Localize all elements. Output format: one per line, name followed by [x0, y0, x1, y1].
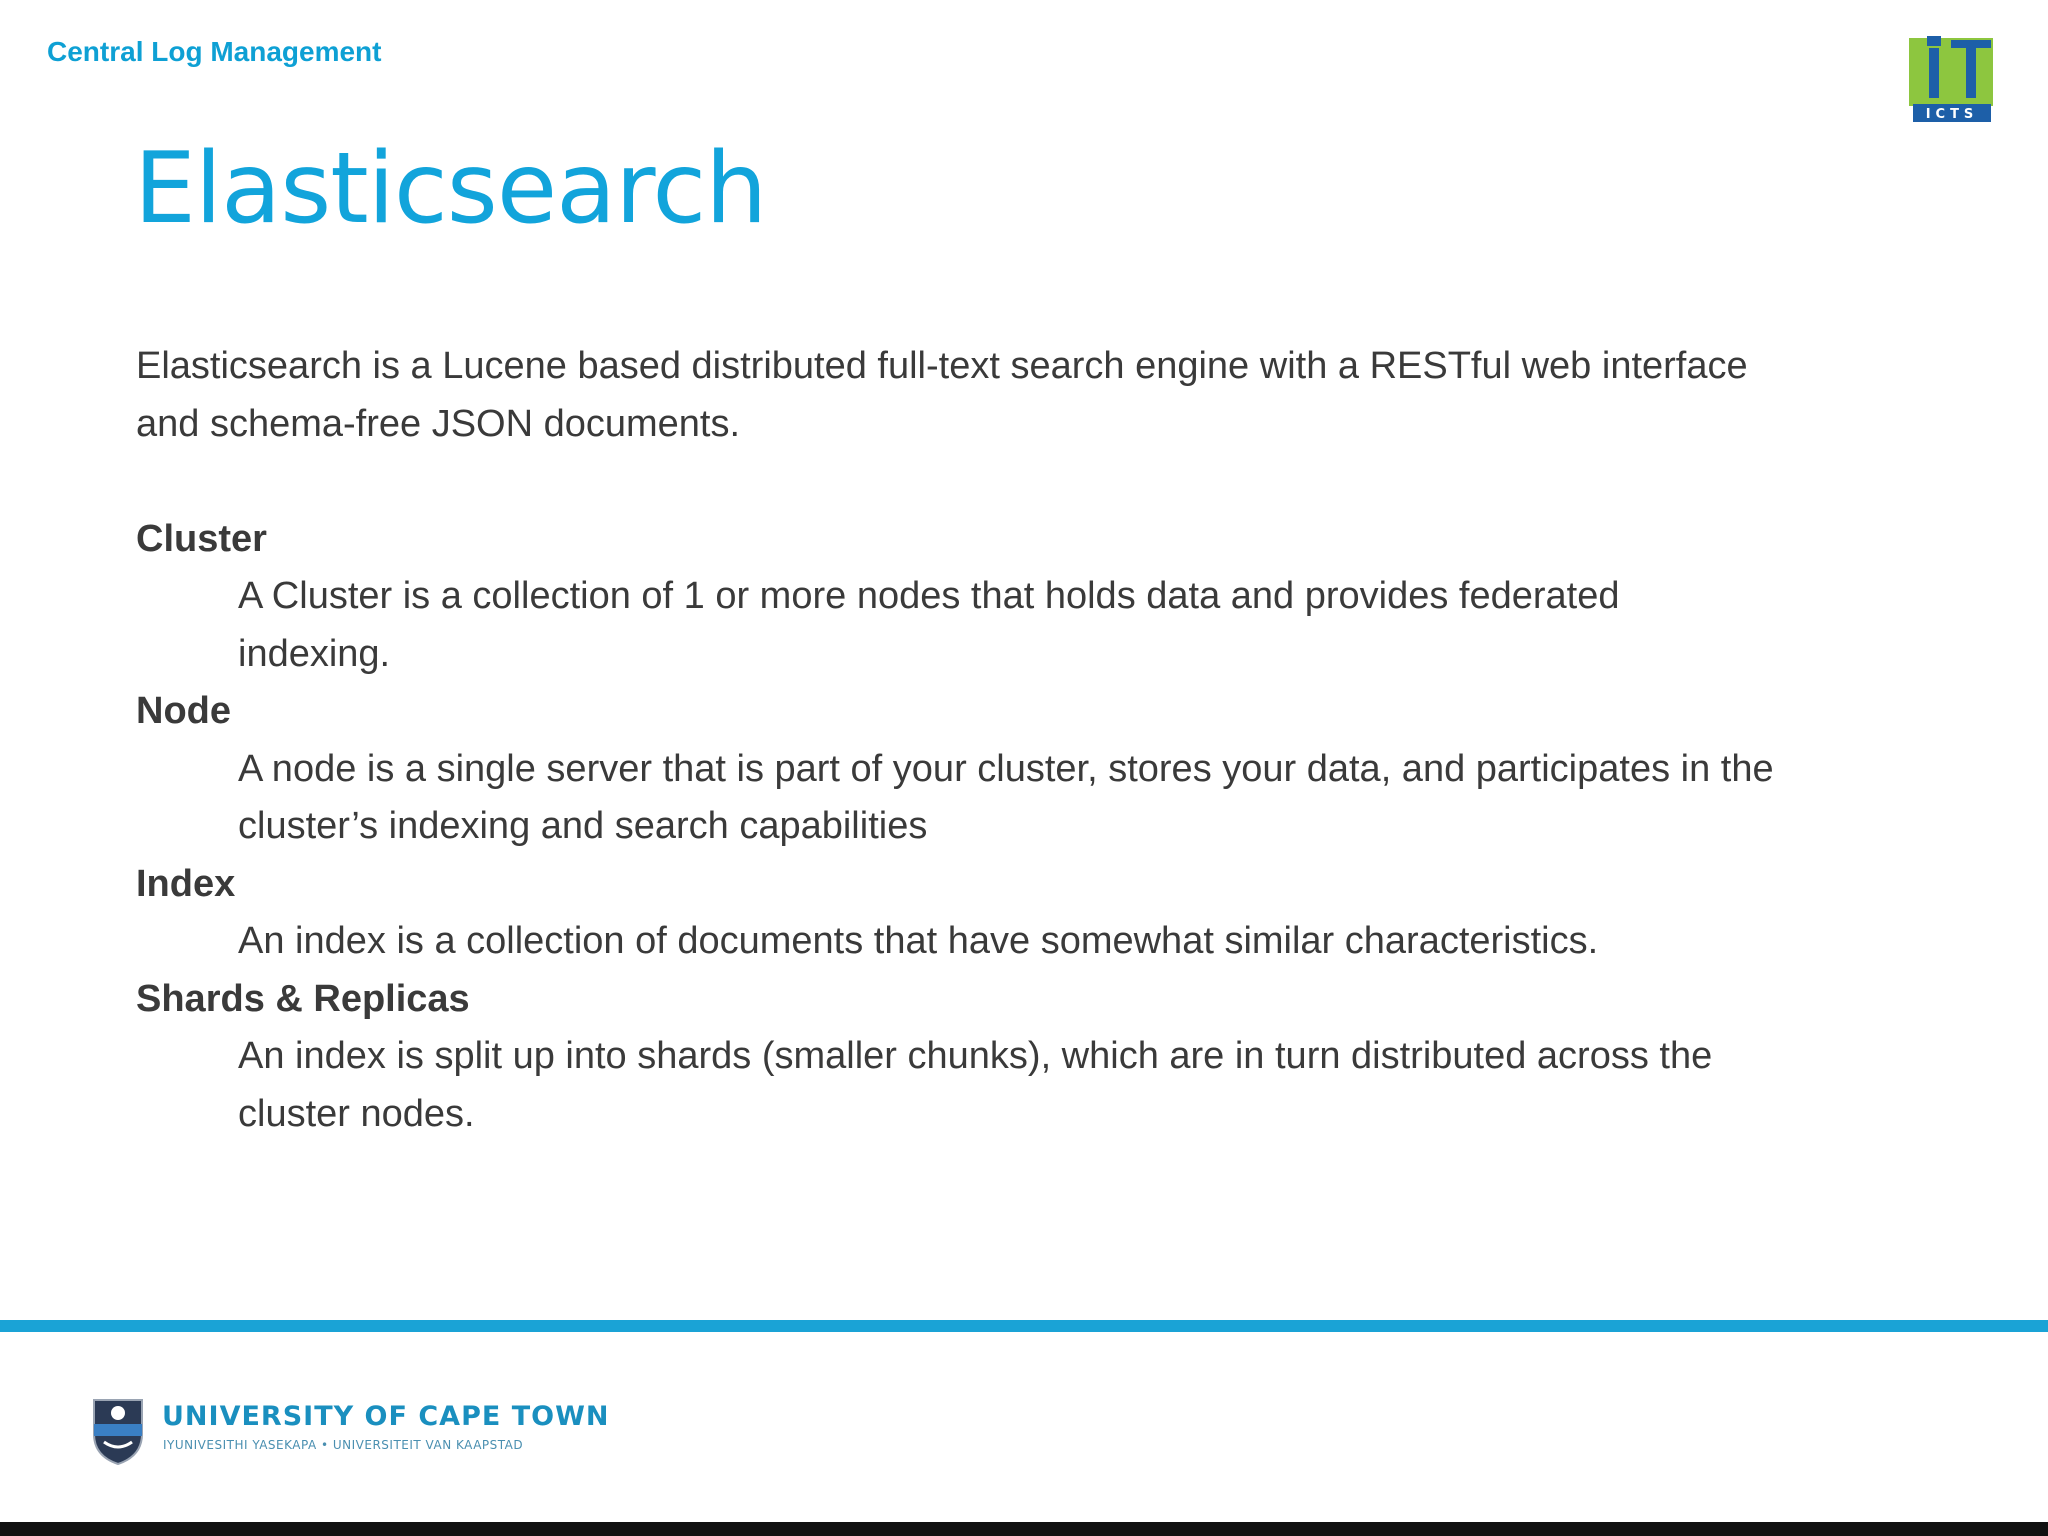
term-node: Node [136, 690, 231, 732]
slide-body [136, 338, 1776, 1143]
logo-green-block [1909, 38, 1993, 106]
logo-t-stem [1966, 48, 1976, 98]
logo-t-bar [1951, 40, 1991, 48]
presentation-title: Central Log Management [47, 36, 382, 67]
term-shards-replicas: Shards & Replicas [136, 977, 470, 1020]
definition-shards-replicas: An index is split up into shards (smaller chunks), which are in turn distributed across the cluster nodes. [238, 1035, 1713, 1135]
term-index: Index [136, 862, 236, 905]
bottom-bar [0, 1522, 2048, 1536]
uct-crest-icon [90, 1394, 146, 1466]
logo-i-stem [1929, 48, 1939, 98]
logo-i-dot [1927, 36, 1941, 46]
logo-text: ICTS [1925, 107, 1979, 122]
icts-logo-icon [1905, 30, 1997, 126]
intro-paragraph: Elasticsearch is a Lucene based distributed full-text search engine with a RESTful web interface and schema-free JSON documents. [136, 345, 1748, 445]
university-name: UNIVERSITY OF CAPE TOWN [162, 1401, 610, 1432]
definition-node: A node is a single server that is part of your cluster, stores your data, and participates in the cluster’s indexing and search capabilities [238, 747, 1774, 847]
definition-index: An index is a collection of documents that have somewhat similar characteristics. [238, 920, 1599, 962]
footer-divider [0, 1320, 2048, 1332]
definition-cluster: A Cluster is a collection of 1 or more nodes that holds data and provides federated indexing. [238, 575, 1620, 675]
slide-title: Elasticsearch [134, 132, 767, 246]
university-subtitle: IYUNIVESITHI YASEKAPA • UNIVERSITEIT VAN KAAPSTAD [163, 1438, 524, 1452]
term-cluster: Cluster [136, 517, 267, 560]
